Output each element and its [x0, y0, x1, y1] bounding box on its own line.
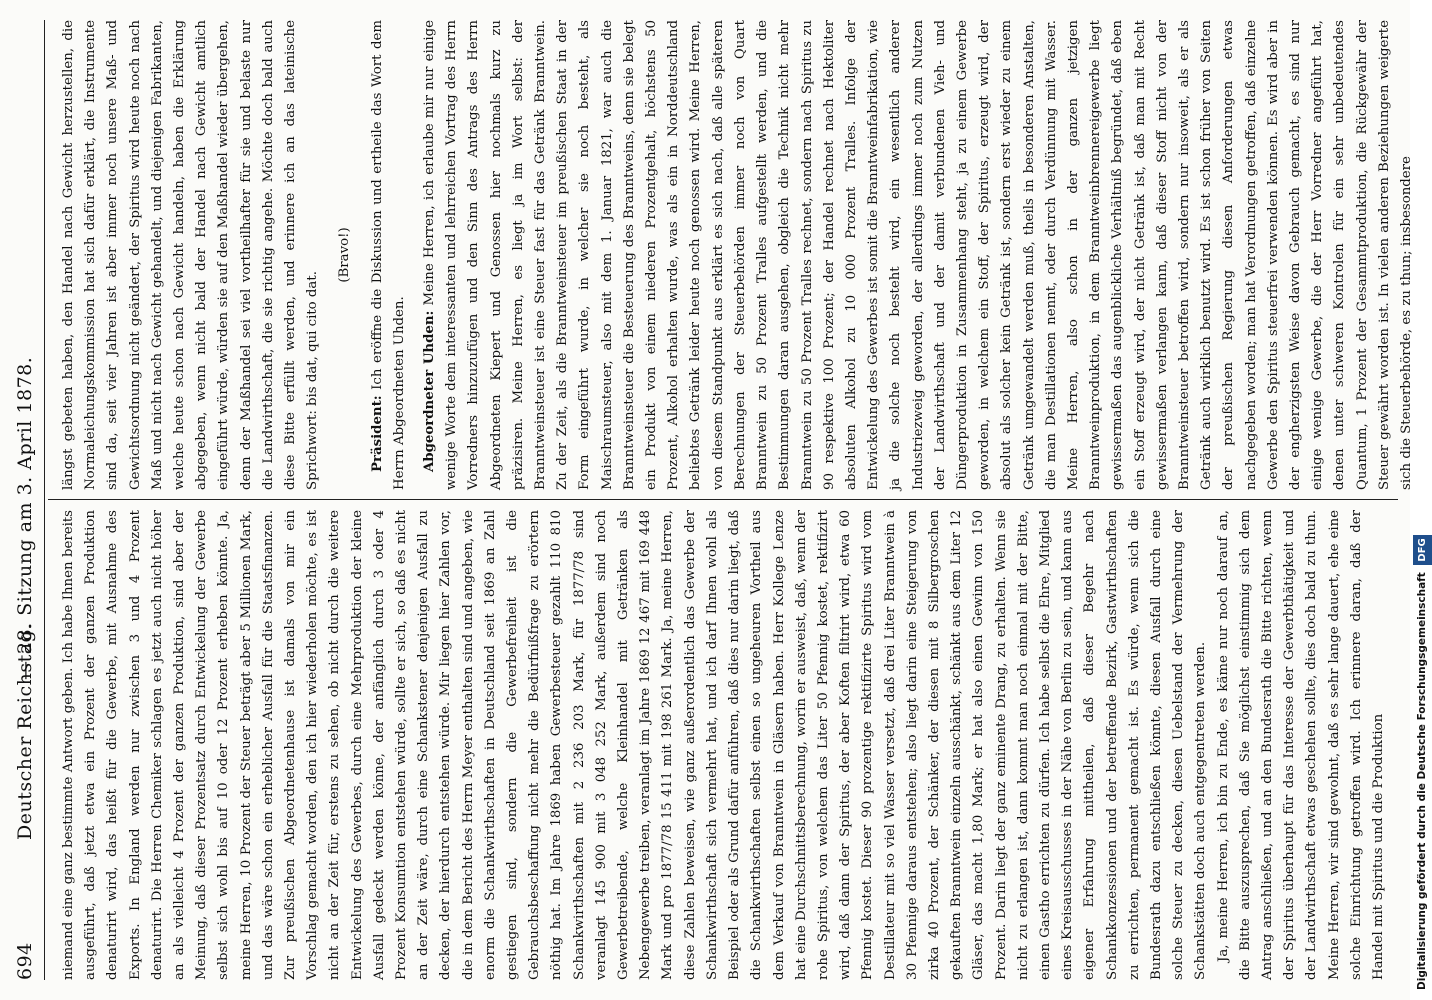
right-column [58, 20, 1414, 490]
uhden-paragraph [419, 20, 1418, 490]
digitization-label [1413, 0, 1432, 1000]
header-rule [44, 20, 45, 980]
left-column [58, 510, 1388, 980]
left-paragraph-2: Ja, meine Herren, ich bin zu Ende, es käme nur noch darauf an, die Bitte auszusprechen, daß Sie möglichst einstimmig sich dem Antrag anschließen, und an den Bundesrath die Bitte richten, wenn der Spiritus überhaupt für das Interesse der Gewerbthätigkeit und der Landwirthschaft etwas geschehen sollte, dies doch bald zu thun. Meine Herren, wir sind gewohnt, daß es sehr lange dauert, ehe eine solche Einrichtung getroffen wird. Ich erinnere daran, daß der Handel mit Spiritus und die Produktion [1215, 510, 1386, 980]
uhden-text: Meine Herren, ich erlaube mir nur einige wenige Worte dem interessanten und lehrreichen Vortrag des Herrn Vorredners hinzuzufügen und den Sinn des Antrags des Herrn Abgeordneten Kiepert und Genossen hier nochmals kurz zu präzisiren. Meine Herren, es liegt ja im Wort selbst: der Branntweinsteuer ist eine Steuer fast für das Getränk Branntwein. Zu der Zeit, als die Branntweinsteuer im preußischen Staat in der Form eingeführt wurde, in welcher sie noch besteht, als Maischraumsteuer, also mit dem 1. Januar 1821, war auch die Branntweinsteuer die Besteuerung des Branntweins, denn sie belegt ein Produkt von einem niederen Prozentgehalt, höchstens 50 Prozent, Alkohol erhalten wurde, was als ein in Norddeutschland beliebtes Getränk leider heute noch genossen wird. Meine Herren, von diesem Standpunkt aus erklärt es sich nach, daß alle späteren Berechnungen der Steuerbehörden immer noch von Quart Branntwein zu 50 Prozent Tralles aufgestellt werden, und die Bestimmungen daran ausgehen, obgleich die Technik nicht mehr Branntwein zu 50 Prozent Tralles rechnet, sondern nach Spiritus zu 90 respektive 100 Prozent; der Handel rechnet nach Hektoliter absoluten Alkohol zu 10 000 Prozent Tralles. Infolge der Entwickelung des Gewerbes ist somit die Branntweinfabrikation, wie ja die solche noch besteht wird, ein wesentlich anderer Industriezweig geworden, der allerdings immer noch zum Nutzen der Landwirthschaft und der damit verbundenen Vieh- und Düngerproduktion in Zusammenhang steht, ja zu einem Gewerbe geworden, in welchem ein Stoff, der Spiritus, erzeugt wird, der absolut als solcher kein Getränk ist, sondern erst wieder zu einem Getränk umgewandelt werden muß, theils in besonderen Anstalten, die man Destillationen nennt, oder durch Verdünnung mit Wasser. Meine Herren, also schon in der ganzen jetzigen Branntweinproduktion, in dem Branntweinbrennereigewerbe liegt gewissermaßen das augenblickliche Verhältniß begründet, daß eben ein Stoff erzeugt wird, der nicht Getränk ist, daß man mit Recht gewissermaßen verlangen kann, daß dieser Stoff nicht von der Branntweinsteuer betroffen wird, sondern nur insoweit, als er als Getränk auch wirklich benutzt wird. Es ist schon früher von Seiten der preußischen Regierung diesen Anforderungen etwas nachgegeben worden; man hat Verordnungen getroffen, daß einzelne Gewerbe den Spiritus steuerfrei verwenden können. Es wird aber in der engherzigsten Weise davon Gebrauch gemacht, es sind nur einige wenige Gewerbe, die der Herr Vorredner angeführt hat, denen unter schweren Kontrolen für ein sehr unbedeutendes Quantum, 1 Prozent der Gesammtproduktion, die Rückgewähr der Steuer gewährt worden ist. In vielen anderen Beziehungen weigerte sich die Steuerbehörde, es zu thun; insbesondere [422, 20, 1414, 490]
publication-title: Deutscher Reichstag. [14, 623, 36, 840]
speaker-label: Präsident: [369, 395, 385, 472]
session-title: — 28. Sitzung am 3. April 1878. [14, 356, 36, 680]
right-paragraph-1: längst gebeten haben, den Handel nach Gewicht herzustellen, die Normaleichungskommission hat sich dafür erklärt, die Instrumente sind da, seit vier Jahren ist aber immer noch unsere Maß- und Gewichtsordnung nicht geändert, der Spiritus wird heute noch nach Maß und nicht nach Gewicht gehandelt, und diejenigen Fabrikanten, welche heute schon nach Gewicht handeln, haben die Erklärung abgegeben, wenn nicht bald der Handel nach Gewicht amtlich eingeführt würde, würden sie auf den Maßhandel wieder übergehen, denn der Maßhandel sei viel vortheilhafter für sie und belaste nur die Landwirthschaft, die sie richtig angehe. Möchte doch bald auch diese Bitte erfüllt werden, und erinnere ich an das lateinische Sprichwort: bis dat, qui cito dat. [61, 20, 321, 490]
page-number: 694 [14, 942, 36, 980]
bravo-note: (Bravo!) [337, 227, 353, 283]
column-divider [48, 499, 1398, 500]
praesident-paragraph [367, 20, 411, 490]
digitization-note [1413, 0, 1432, 1000]
digitization-text: Digitalisierung gefördert durch die Deutsche Forschungsgemeinschaft [1416, 572, 1428, 990]
dfg-logo: DFG [1413, 535, 1432, 564]
page-header [14, 20, 44, 980]
left-paragraph-1: niemand eine ganz bestimmte Antwort geben. Ich habe Ihnen bereits ausgeführt, daß jetzt etwa ein Prozent der ganzen Produktion denaturirt wird, das heißt für die Gewerbe, mit Ausnahme des Exports. In England werden nur zwischen 3 und 4 Prozent denaturirt. Die Herren Chemiker schlagen es jetzt auch nicht höher an als vielleicht 4 Prozent der ganzen Produktion, sind aber der Meinung, daß dieser Prozentsatz durch Entwickelung der Gewerbe selbst sich wohl bis auf 10 oder 12 Prozent erheben könnte. Ja, meine Herren, 10 Prozent der Steuer beträgt aber 5 Millionen Mark, und das wäre schon ein erheblicher Ausfall für die Staatsfinanzen. Zur preußischen Abgeordnetenhause ist damals von mir ein Vorschlag gemacht worden, den ich hier wiederholen möchte, es ist nicht an der Zeit für, erstens zu sehen, ob nicht durch die weitere Entwickelung des Gewerbes, durch eine Mehrproduktion der kleine Ausfall gedeckt werden könne, der anfänglich durch 3 oder 4 Prozent Konsumtion entstehen würde, sollte er sich, so daß es nicht an der Zeit wäre, durch eine Schankstener denjenigen Ausfall zu decken, der hierdurch entstehen würde. Mir liegen hier Zahlen vor, die in dem Bericht des Herrn Meyer enthalten sind und angeben, wie enorm die Schankwirthschaften in Deutschland seit 1869 an Zahl gestiegen sind, sondern die Gewerbefreiheit ist die Gebrauchsbeschaffung nicht mehr die Bedürfnißfrage zu erörtern nöthig hat. Im Jahre 1869 haben Gewerbesteuer gezahlt 110 810 Schankwirthschaften mit 2 236 203 Mark, für 1877/78 sind veranlagt 145 900 mit 3 048 252 Mark, außerdem sind noch Gewerbetreibende, welche Kleinhandel mit Getränken als Nebengewerbe treiben, veranlagt im Jahre 1869 12 467 mit 169 448 Mark und pro 1877/78 15 411 mit 198 261 Mark. Ja, meine Herren, diese Zahlen beweisen, wie ganz außerordentlich das Gewerbe der Schankwirthschaft sich vermehrt hat, und ich darf Ihnen wohl als Beispiel oder als Grund dafür anführen, daß dies nur darin liegt, daß die Schankwirthschaften selbst einen so ungeheuren Vortheil aus dem Verkauf von Branntwein in Gläsern haben. Herr Kollege Lenze hat eine Durchschnittsberechnung, worin er ausweist, daß, wenn der rohe Spiritus, von welchem das Liter 50 Pfennig kostet, rektifizirt wird, daß dann der Spiritus, der aber Koften filtrirt wird, etwa 60 Pfennig kostet. Dieser 90 prozentige rektifizirte Spiritus wird vom Destillateur mit so viel Wasser versetzt, daß drei Liter Branntwein à 30 Pfennige daraus entstehen; also liegt darin eine Steigerung von zirka 40 Prozent, der Schänker, der diesen mit 8 Silbergroschen gekauften Branntwein einzeln ausschänkt, schänkt aus dem Liter 12 Gläser, das macht 1,80 Mark; er hat also einen Gewinn von 150 Prozent. Darin liegt der ganz eminente Drang, zu erhalten. Wenn sie nicht zu erlangen ist, dann kommt man noch einmal mit der Bitte, einen Gastho errichten zu dürfen. Ich habe selbst die Ehre, Mitglied eines Kreisausschusses in der Nähe von Berlin zu sein, und kann aus eigener Erfahrung mittheilen, daß dieser Begehr nach Schankkonzessionen und der betreffende Bezirk, Gastwirthschaften zu errichten, permanent gemacht ist. Es würde, wenn sich die Bundesrath dazu entschließen könnte, diesen Ausfall durch eine solche Steuer zu decken, diesen Uebelstand der Vermehrung der Schankstätten doch auch entgegentreten werden. [61, 510, 1209, 980]
speaker-label-uhden: Abgeordneter Uhden: [422, 310, 438, 472]
praesident-text: Ich eröffne die Diskussion und ertheile das Wort dem Herrn Abgeordneten Uhden. [369, 20, 407, 490]
